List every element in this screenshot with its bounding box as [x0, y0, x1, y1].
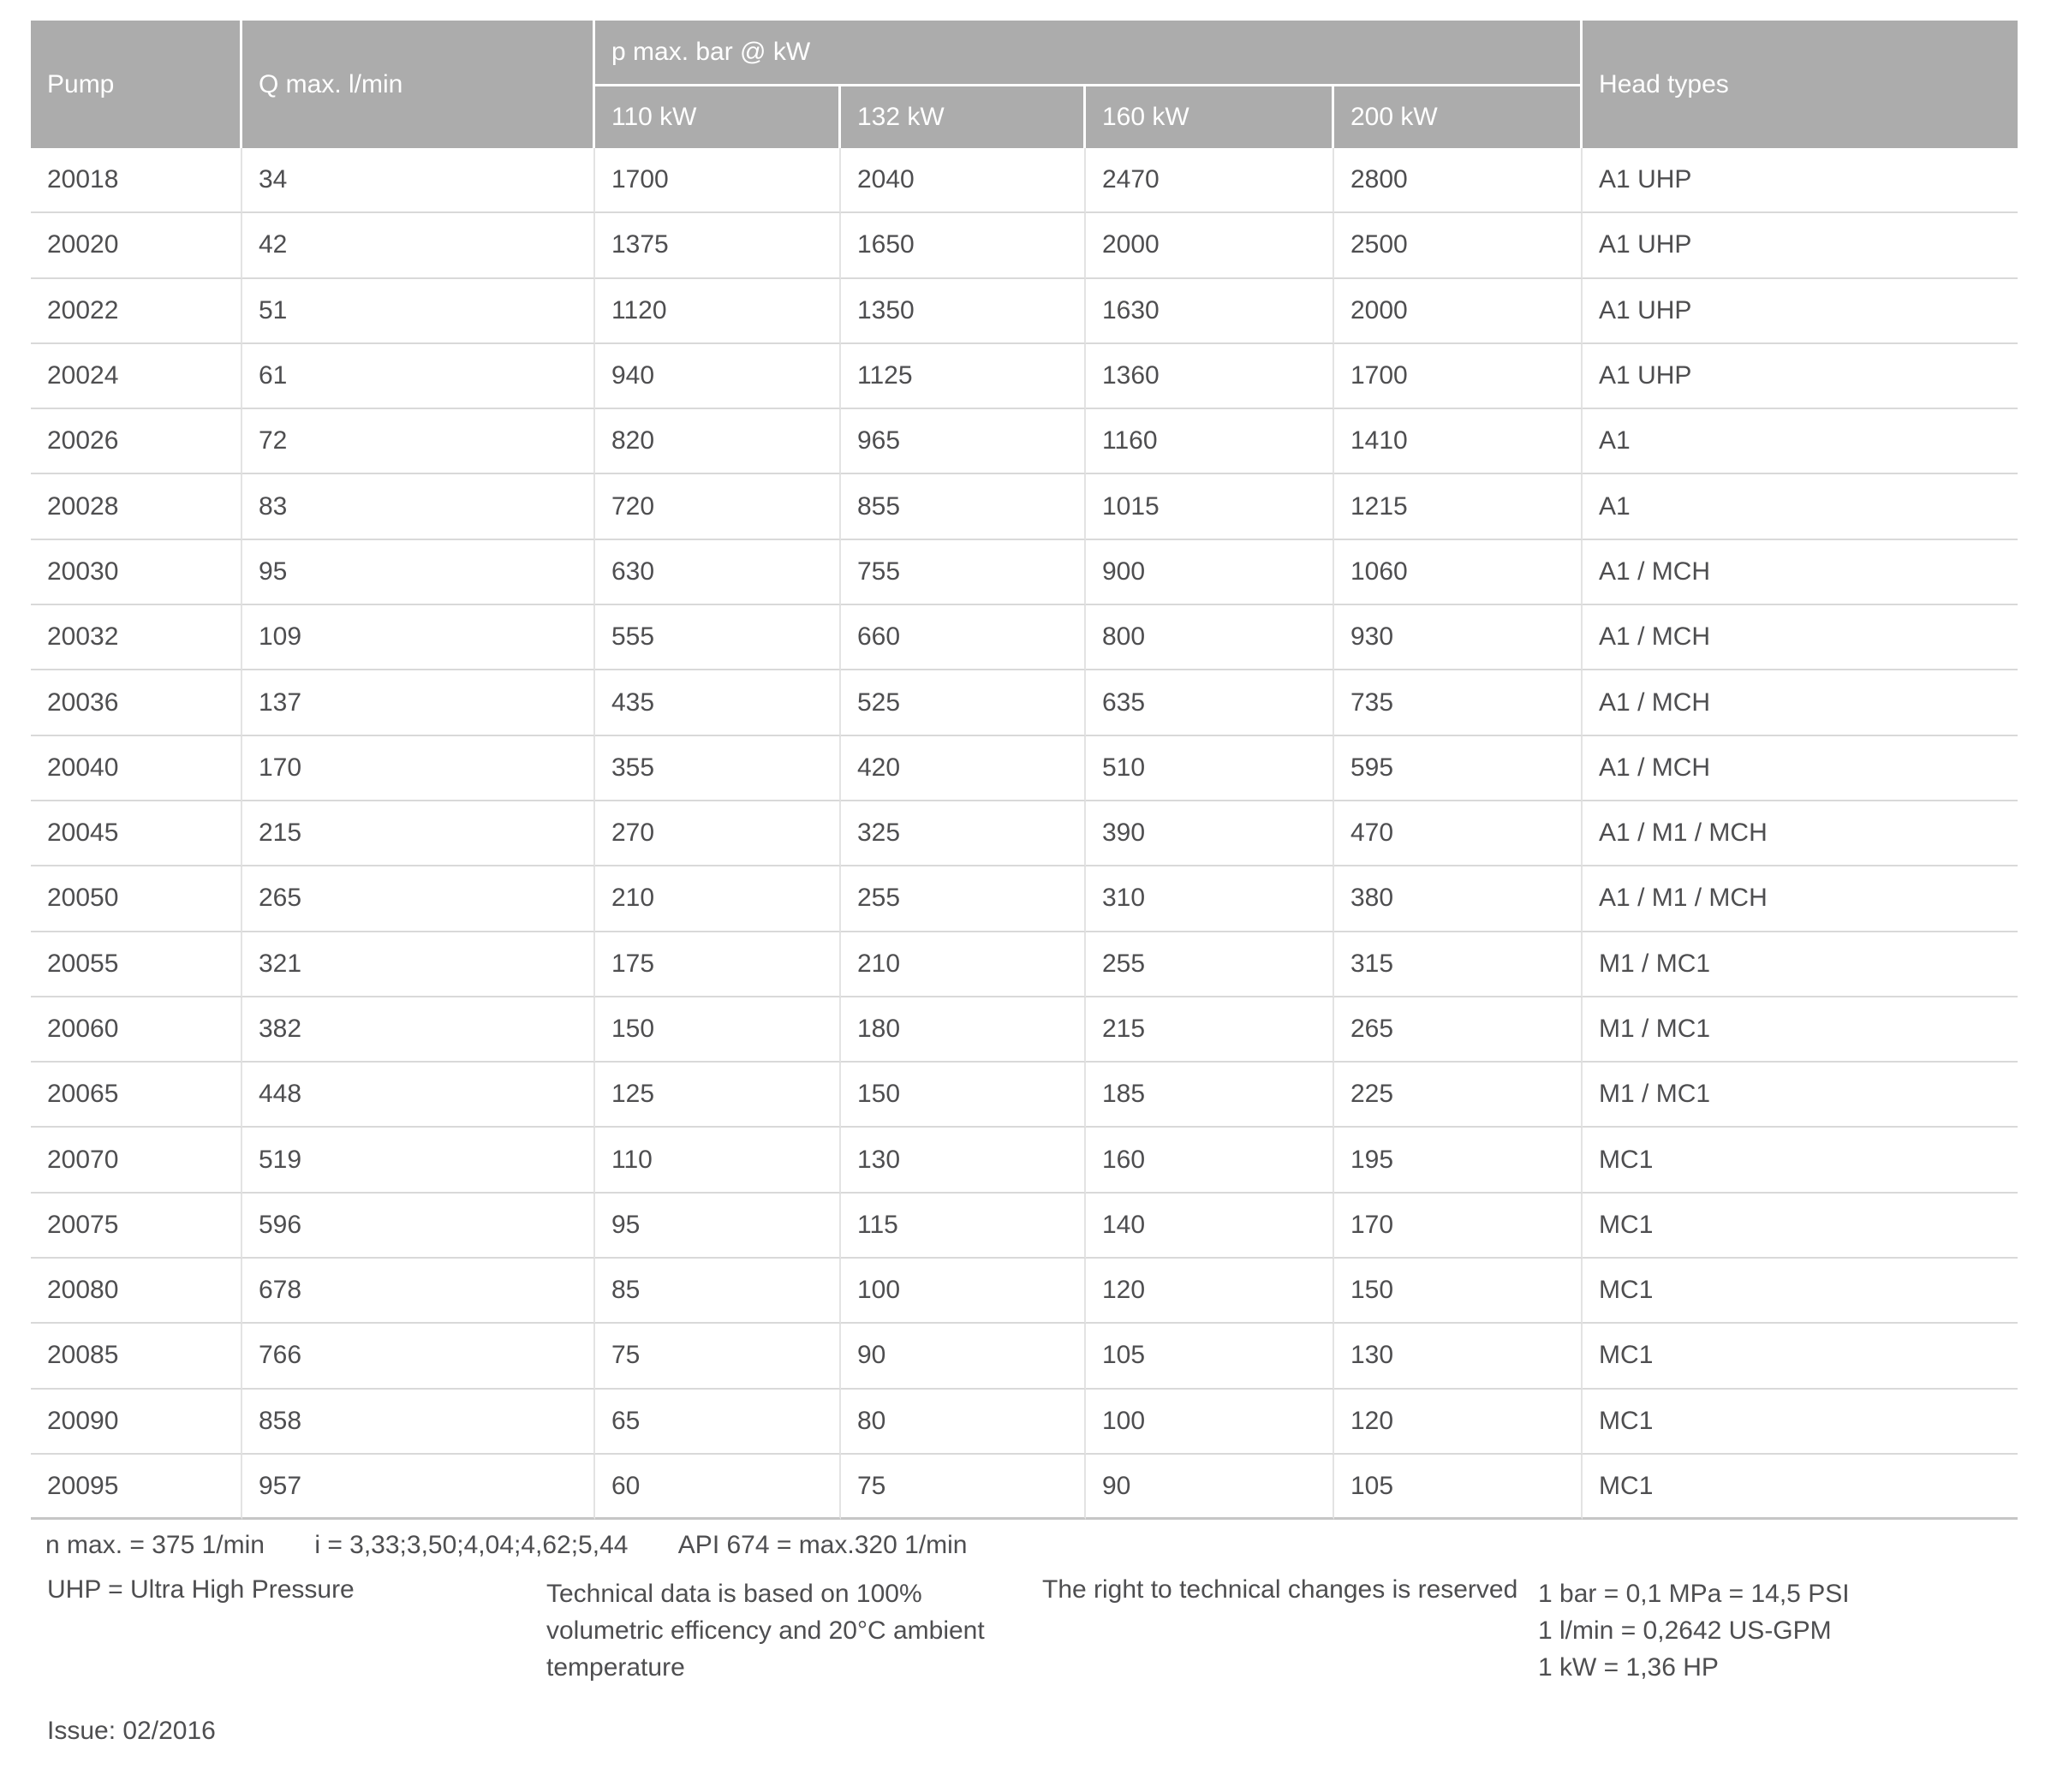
p-160kw-cell: 310: [1086, 866, 1334, 932]
table-row: [31, 1128, 2018, 1193]
issue-label: Issue: 02/2016: [47, 1717, 216, 1745]
api-674-note: API 674 = max.320 1/min: [677, 1531, 968, 1559]
p-200kw-cell: 315: [1334, 932, 1583, 997]
p-160kw-cell: 90: [1086, 1455, 1334, 1520]
q-max-cell: 858: [242, 1390, 595, 1455]
table-row: [31, 474, 2018, 539]
pump-id-cell: 20095: [31, 1455, 242, 1520]
pump-table-body: [31, 148, 2018, 1520]
p-132kw-cell: 1125: [841, 344, 1086, 409]
rights-reserved-note: The right to technical changes is reserved: [1042, 1575, 1518, 1604]
head-types-cell: A1 / M1 / MCH: [1583, 801, 2018, 866]
p-200kw-cell: 265: [1334, 997, 1583, 1063]
unit-conversions: [1538, 1575, 1850, 1686]
p-110kw-cell: 270: [595, 801, 841, 866]
p-110kw-cell: 95: [595, 1194, 841, 1259]
head-types-cell: A1: [1583, 474, 2018, 539]
q-max-cell: 170: [242, 736, 595, 801]
head-types-column-header: Head types: [1583, 21, 2018, 148]
p-132kw-cell: 180: [841, 997, 1086, 1063]
head-types-cell: M1 / MC1: [1583, 932, 2018, 997]
p-110kw-cell: 75: [595, 1324, 841, 1389]
q-max-cell: 321: [242, 932, 595, 997]
q-max-cell: 34: [242, 148, 595, 213]
table-row: [31, 1194, 2018, 1259]
head-types-cell: A1 / MCH: [1583, 540, 2018, 605]
table-row: [31, 1390, 2018, 1455]
p-200kw-cell: 2800: [1334, 148, 1583, 213]
p-110kw-cell: 435: [595, 670, 841, 735]
p-132kw-cell: 325: [841, 801, 1086, 866]
p-160kw-cell: 900: [1086, 540, 1334, 605]
p-110kw-cell: 210: [595, 866, 841, 932]
q-max-cell: 678: [242, 1259, 595, 1324]
head-types-cell: A1 UHP: [1583, 213, 2018, 278]
conversion-line-lmin: 1 l/min = 0,2642 US-GPM: [1538, 1616, 1832, 1645]
p-132kw-cell: 965: [841, 409, 1086, 474]
pump-id-cell: 20028: [31, 474, 242, 539]
p-160kw-cell: 1630: [1086, 279, 1334, 344]
kw-200-column-header: 200 kW: [1334, 86, 1583, 148]
p-200kw-cell: 150: [1334, 1259, 1583, 1324]
head-types-cell: MC1: [1583, 1324, 2018, 1389]
p-200kw-cell: 735: [1334, 670, 1583, 735]
p-110kw-cell: 175: [595, 932, 841, 997]
technical-note-line: temperature: [546, 1653, 685, 1682]
q-max-cell: 61: [242, 344, 595, 409]
p-200kw-cell: 380: [1334, 866, 1583, 932]
p-132kw-cell: 150: [841, 1063, 1086, 1128]
conversion-line-bar: 1 bar = 0,1 MPa = 14,5 PSI: [1538, 1580, 1850, 1608]
pump-id-cell: 20020: [31, 213, 242, 278]
p-132kw-cell: 90: [841, 1324, 1086, 1389]
p-132kw-cell: 855: [841, 474, 1086, 539]
head-types-cell: A1 / MCH: [1583, 736, 2018, 801]
q-max-cell: 72: [242, 409, 595, 474]
q-max-cell: 215: [242, 801, 595, 866]
q-max-cell: 519: [242, 1128, 595, 1193]
p-132kw-cell: 1650: [841, 213, 1086, 278]
head-types-cell: A1 / M1 / MCH: [1583, 866, 2018, 932]
table-header: [31, 21, 2018, 148]
pump-specs-table: [31, 21, 2018, 1520]
pump-column-header: Pump: [31, 21, 242, 148]
kw-110-column-header: 110 kW: [595, 86, 841, 148]
p-110kw-cell: 150: [595, 997, 841, 1063]
p-160kw-cell: 390: [1086, 801, 1334, 866]
p-200kw-cell: 1700: [1334, 344, 1583, 409]
pump-id-cell: 20085: [31, 1324, 242, 1389]
pump-id-cell: 20040: [31, 736, 242, 801]
p-200kw-cell: 105: [1334, 1455, 1583, 1520]
p-200kw-cell: 1215: [1334, 474, 1583, 539]
p-110kw-cell: 940: [595, 344, 841, 409]
table-row: [31, 1063, 2018, 1128]
q-max-cell: 137: [242, 670, 595, 735]
q-max-cell: 109: [242, 605, 595, 670]
p-110kw-cell: 65: [595, 1390, 841, 1455]
p-200kw-cell: 595: [1334, 736, 1583, 801]
pump-id-cell: 20090: [31, 1390, 242, 1455]
technical-note-line: volumetric efficency and 20°C ambient: [546, 1616, 985, 1645]
p-200kw-cell: 170: [1334, 1194, 1583, 1259]
p-160kw-cell: 120: [1086, 1259, 1334, 1324]
p-110kw-cell: 125: [595, 1063, 841, 1128]
pump-id-cell: 20026: [31, 409, 242, 474]
q-max-column-header: Q max. l/min: [242, 21, 595, 148]
p-110kw-cell: 820: [595, 409, 841, 474]
p-160kw-cell: 215: [1086, 997, 1334, 1063]
p-132kw-cell: 1350: [841, 279, 1086, 344]
q-max-cell: 42: [242, 213, 595, 278]
table-row: [31, 932, 2018, 997]
p-110kw-cell: 60: [595, 1455, 841, 1520]
table-row: [31, 670, 2018, 735]
p-110kw-cell: 1700: [595, 148, 841, 213]
table-row: [31, 605, 2018, 670]
q-max-cell: 957: [242, 1455, 595, 1520]
p-160kw-cell: 100: [1086, 1390, 1334, 1455]
p-132kw-cell: 115: [841, 1194, 1086, 1259]
kw-160-column-header: 160 kW: [1086, 86, 1334, 148]
p-160kw-cell: 635: [1086, 670, 1334, 735]
p-200kw-cell: 225: [1334, 1063, 1583, 1128]
p-160kw-cell: 1015: [1086, 474, 1334, 539]
p-160kw-cell: 1160: [1086, 409, 1334, 474]
head-types-cell: A1 / MCH: [1583, 670, 2018, 735]
p-200kw-cell: 1060: [1334, 540, 1583, 605]
head-types-cell: A1 UHP: [1583, 344, 2018, 409]
table-row: [31, 801, 2018, 866]
conversion-line-kw: 1 kW = 1,36 HP: [1538, 1653, 1719, 1682]
table-row: [31, 148, 2018, 213]
pump-id-cell: 20024: [31, 344, 242, 409]
table-row: [31, 1324, 2018, 1389]
table-row: [31, 344, 2018, 409]
p-132kw-cell: 80: [841, 1390, 1086, 1455]
head-types-cell: A1: [1583, 409, 2018, 474]
pump-id-cell: 20030: [31, 540, 242, 605]
p-132kw-cell: 660: [841, 605, 1086, 670]
p-200kw-cell: 2000: [1334, 279, 1583, 344]
head-types-cell: M1 / MC1: [1583, 997, 2018, 1063]
pump-id-cell: 20018: [31, 148, 242, 213]
p-160kw-cell: 185: [1086, 1063, 1334, 1128]
q-max-cell: 51: [242, 279, 595, 344]
pump-id-cell: 20022: [31, 279, 242, 344]
p-160kw-cell: 105: [1086, 1324, 1334, 1389]
technical-note: [546, 1575, 985, 1686]
pump-id-cell: 20080: [31, 1259, 242, 1324]
head-types-cell: MC1: [1583, 1455, 2018, 1520]
table-row: [31, 540, 2018, 605]
p-110kw-cell: 85: [595, 1259, 841, 1324]
q-max-cell: 95: [242, 540, 595, 605]
p-132kw-cell: 75: [841, 1455, 1086, 1520]
pump-id-cell: 20050: [31, 866, 242, 932]
q-max-cell: 596: [242, 1194, 595, 1259]
footnote-line: [45, 1531, 968, 1560]
table-row: [31, 279, 2018, 344]
table-row: [31, 1455, 2018, 1520]
p-110kw-cell: 720: [595, 474, 841, 539]
pump-id-cell: 20065: [31, 1063, 242, 1128]
p-160kw-cell: 2000: [1086, 213, 1334, 278]
p-132kw-cell: 255: [841, 866, 1086, 932]
table-row: [31, 866, 2018, 932]
p-160kw-cell: 140: [1086, 1194, 1334, 1259]
table-row: [31, 213, 2018, 278]
p-160kw-cell: 2470: [1086, 148, 1334, 213]
pump-id-cell: 20070: [31, 1128, 242, 1193]
p-110kw-cell: 110: [595, 1128, 841, 1193]
q-max-cell: 382: [242, 997, 595, 1063]
pump-id-cell: 20060: [31, 997, 242, 1063]
p-132kw-cell: 130: [841, 1128, 1086, 1193]
table-row: [31, 736, 2018, 801]
p-160kw-cell: 510: [1086, 736, 1334, 801]
kw-132-column-header: 132 kW: [841, 86, 1086, 148]
pump-id-cell: 20032: [31, 605, 242, 670]
q-max-cell: 766: [242, 1324, 595, 1389]
p-200kw-cell: 1410: [1334, 409, 1583, 474]
p-200kw-cell: 195: [1334, 1128, 1583, 1193]
technical-note-line: Technical data is based on 100%: [546, 1580, 922, 1608]
table-row: [31, 997, 2018, 1063]
p-132kw-cell: 100: [841, 1259, 1086, 1324]
p-200kw-cell: 130: [1334, 1324, 1583, 1389]
p-132kw-cell: 420: [841, 736, 1086, 801]
p-132kw-cell: 525: [841, 670, 1086, 735]
p-160kw-cell: 1360: [1086, 344, 1334, 409]
q-max-cell: 83: [242, 474, 595, 539]
p-160kw-cell: 160: [1086, 1128, 1334, 1193]
head-types-cell: A1 UHP: [1583, 279, 2018, 344]
p-200kw-cell: 2500: [1334, 213, 1583, 278]
head-types-cell: MC1: [1583, 1128, 2018, 1193]
pump-id-cell: 20036: [31, 670, 242, 735]
head-types-cell: MC1: [1583, 1390, 2018, 1455]
p-110kw-cell: 355: [595, 736, 841, 801]
head-types-cell: A1 / MCH: [1583, 605, 2018, 670]
p-160kw-cell: 800: [1086, 605, 1334, 670]
q-max-cell: 265: [242, 866, 595, 932]
p-110kw-cell: 555: [595, 605, 841, 670]
table-row: [31, 1259, 2018, 1324]
p-max-group-header: p max. bar @ kW: [595, 21, 1583, 86]
p-160kw-cell: 255: [1086, 932, 1334, 997]
head-types-cell: MC1: [1583, 1259, 2018, 1324]
p-110kw-cell: 630: [595, 540, 841, 605]
head-types-cell: M1 / MC1: [1583, 1063, 2018, 1128]
p-200kw-cell: 120: [1334, 1390, 1583, 1455]
uhp-legend: UHP = Ultra High Pressure: [47, 1575, 355, 1604]
head-types-cell: MC1: [1583, 1194, 2018, 1259]
pump-id-cell: 20045: [31, 801, 242, 866]
p-132kw-cell: 755: [841, 540, 1086, 605]
q-max-cell: 448: [242, 1063, 595, 1128]
p-110kw-cell: 1120: [595, 279, 841, 344]
p-132kw-cell: 2040: [841, 148, 1086, 213]
i-ratios-note: i = 3,33;3,50;4,04;4,62;5,44: [314, 1531, 629, 1559]
table-row: [31, 409, 2018, 474]
p-200kw-cell: 930: [1334, 605, 1583, 670]
pump-id-cell: 20055: [31, 932, 242, 997]
head-types-cell: A1 UHP: [1583, 148, 2018, 213]
p-132kw-cell: 210: [841, 932, 1086, 997]
n-max-note: n max. = 375 1/min: [45, 1531, 265, 1559]
pump-id-cell: 20075: [31, 1194, 242, 1259]
p-200kw-cell: 470: [1334, 801, 1583, 866]
p-110kw-cell: 1375: [595, 213, 841, 278]
